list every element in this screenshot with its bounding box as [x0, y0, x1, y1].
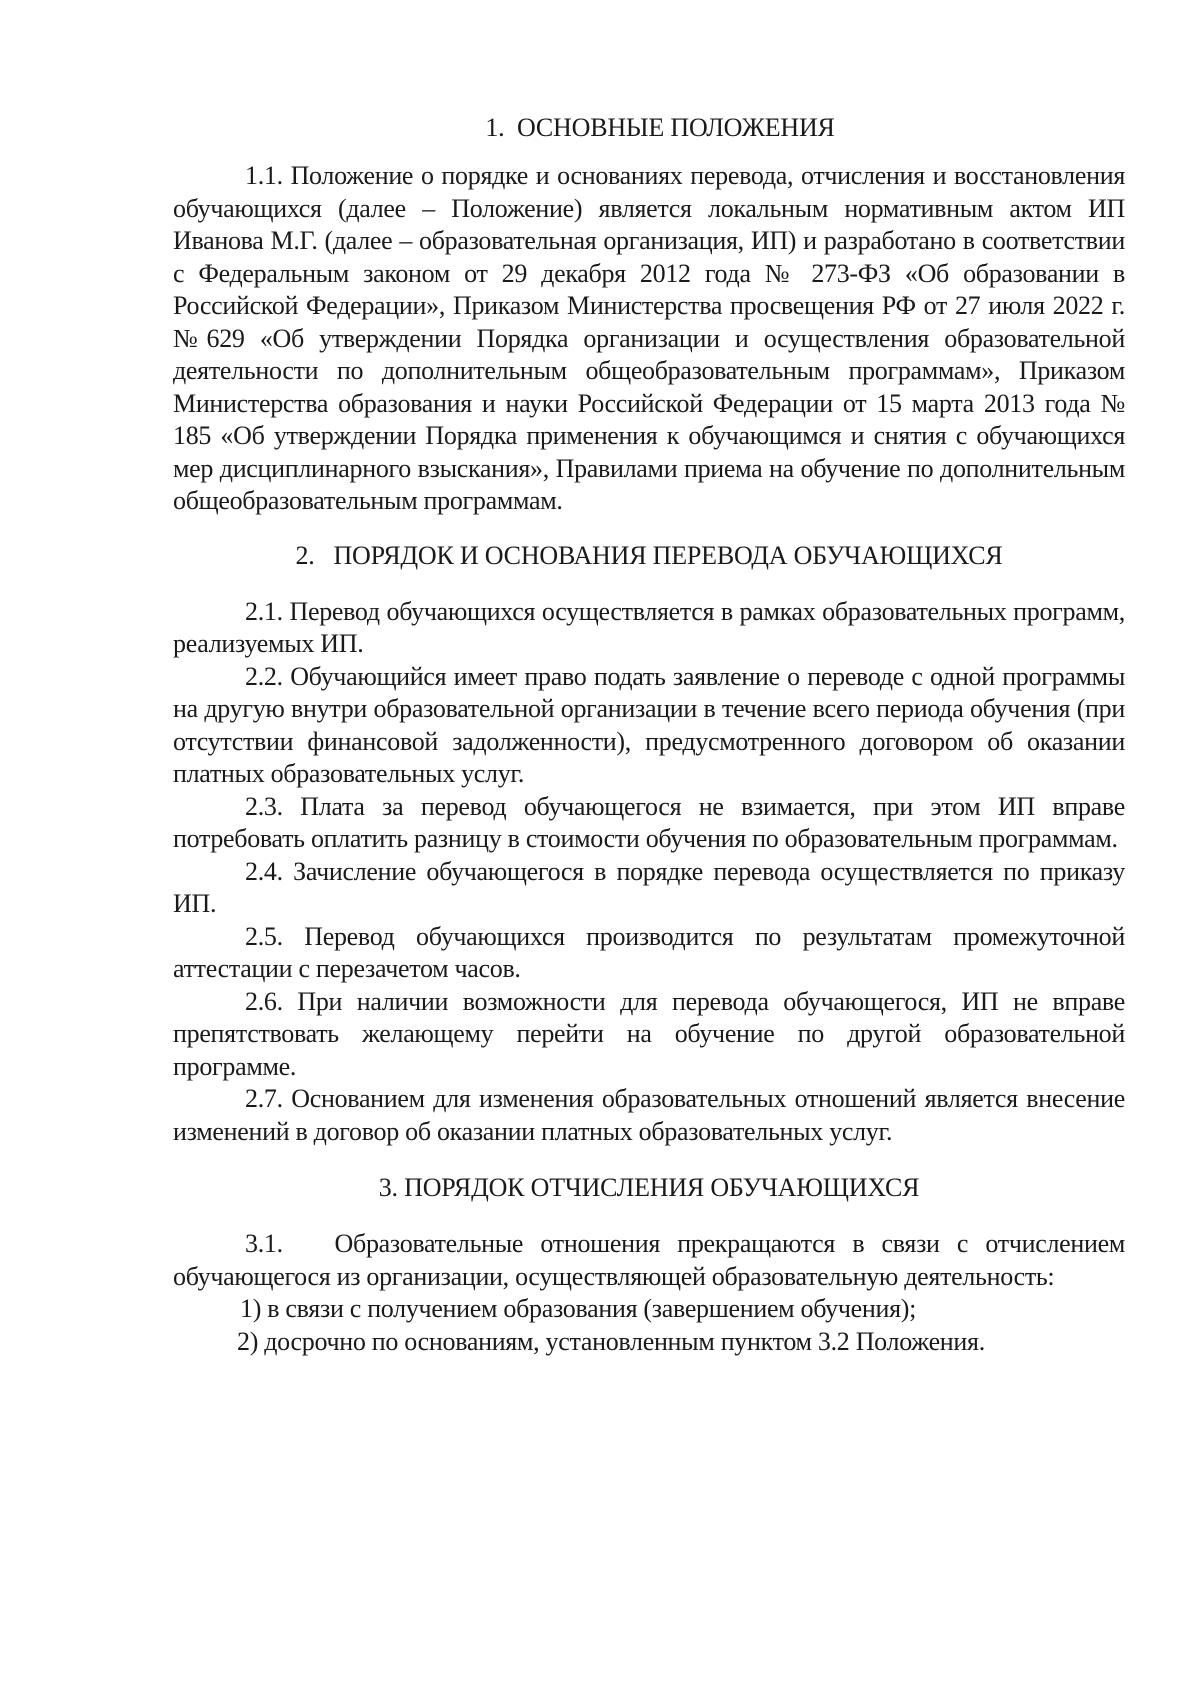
- paragraph-2-3: 2.3. Плата за перевод обучающегося не взимается, при этом ИП вправе потребовать оплатить разницу в стоимости обучения по образовательным программам.: [173, 791, 1132, 853]
- section-1-heading: 1. ОСНОВНЫЕ ПОЛОЖЕНИЯ: [485, 113, 835, 142]
- paragraph-2-7: 2.7. Основанием для изменения образовательных отношений является внесение изменений в договор об оказании платных образовательных услуг.: [173, 1084, 1132, 1146]
- paragraph-2-6: 2.6. При наличии возможности для перевода обучающегося, ИП не вправе препятствовать желающему перейти на обучение по другой образовательной программе.: [173, 986, 1132, 1081]
- section-2-heading: 2. ПОРЯДОК И ОСНОВАНИЯ ПЕРЕВОДА ОБУЧАЮЩИХСЯ: [295, 540, 1003, 570]
- list-item-2: 2) досрочно по основаниям, установленным пунктом 3.2 Положения.: [237, 1326, 985, 1356]
- paragraph-1-1: 1.1. Положение о порядке и основаниях перевода, отчисления и восстановления обучающихся (далее – Положение) является локальным нормативным актом ИП Иванова М.Г. (далее – образовательная организация, ИП) и разработано в соответствии с Федеральным законом от 29 декабря 2012 года № 273-ФЗ «Об образовании в Российской Федерации», Приказом Министерства просвещения РФ от 27 июля 2022 г. №629 «Об утверждении Порядка организации и осуществления образовательной деятельности по дополнительным общеобразовательным программам», Приказом Министерства образования и науки Российской Федерации от 15 марта 2013 года № 185 «Об утверждении Порядка применения к обучающимся и снятия с обучающихся мер дисциплинарного взыскания», Правилами приема на обучение по дополнительным общеобразовательным программам.: [173, 161, 1132, 515]
- document-page: [173, 112, 1132, 1358]
- paragraph-3-1: 3.1. Образовательные отношения прекращаются в связи с отчислением обучающегося из организации, осуществляющей образовательную деятельность:: [173, 1229, 1132, 1291]
- paragraph-2-2: 2.2. Обучающийся имеет право подать заявление о переводе с одной программы на другую внутри образовательной организации в течение всего периода обучения (при отсутствии финансовой задолженности), предусмотренного договором об оказании платных образовательных услуг.: [173, 661, 1132, 788]
- paragraph-2-5: 2.5. Перевод обучающихся производится по результатам промежуточной аттестации с перезачетом часов.: [173, 921, 1132, 983]
- list-item-1: 1) в связи с получением образования (завершением обучения);: [240, 1294, 917, 1323]
- paragraph-2-4: 2.4. Зачисление обучающегося в порядке перевода осуществляется по приказу ИП.: [173, 856, 1132, 918]
- paragraph-2-1: 2.1. Перевод обучающихся осуществляется в рамках образовательных программ, реализуемых ИП.: [173, 596, 1132, 658]
- section-3-heading: 3. ПОРЯДОК ОТЧИСЛЕНИЯ ОБУЧАЮЩИХСЯ: [378, 1173, 920, 1202]
